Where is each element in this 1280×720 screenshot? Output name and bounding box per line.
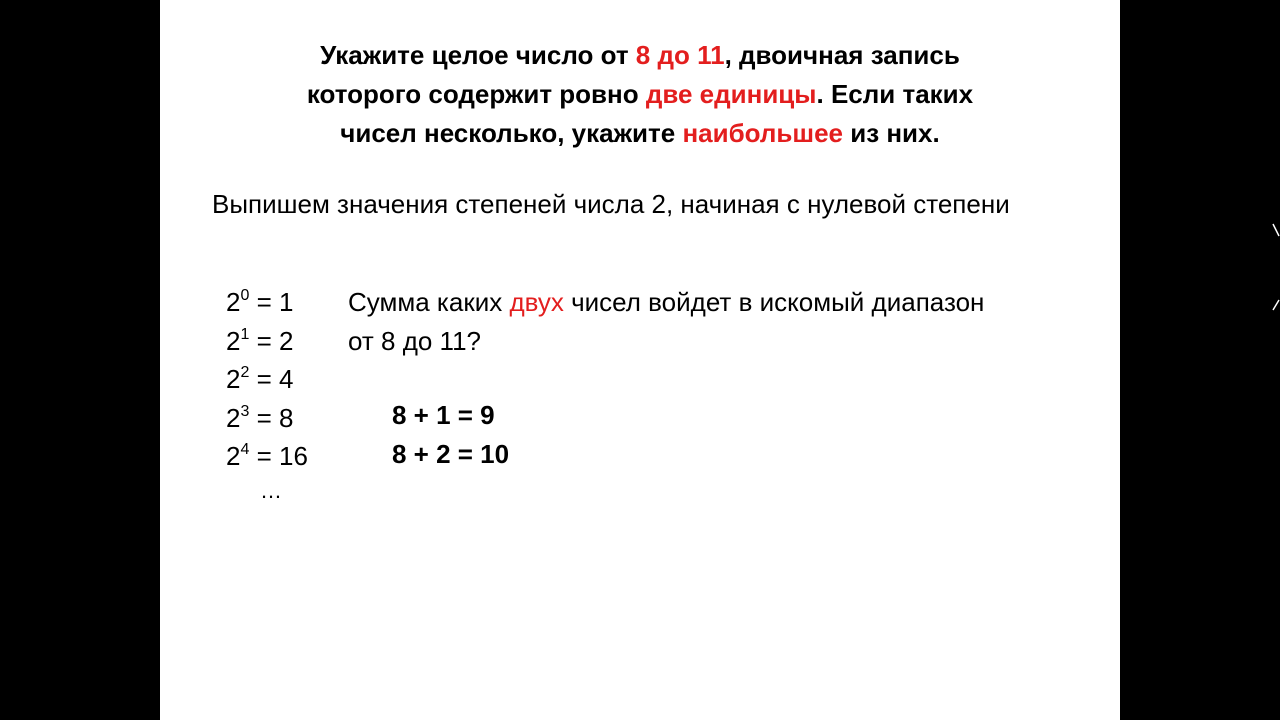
powers-ellipsis: … (260, 478, 282, 503)
power-exponent: 1 (240, 325, 250, 343)
task-line-3 (160, 114, 1120, 153)
power-row: $2^4 = 16$ (226, 441, 308, 471)
slide (160, 0, 1120, 720)
power-row: $2^0 = 1$ (226, 287, 294, 317)
task-highlight-range: 8 до 11 (635, 40, 725, 70)
question (348, 283, 984, 360)
task-text: из них. (843, 118, 940, 148)
power-exponent: 0 (240, 287, 250, 304)
sum-row: 8 + 1 = 9 (392, 400, 495, 430)
hint-text: Выпишем значения степеней числа 2, начиная с нулевой степени (212, 189, 1010, 219)
power-row: $2^1 = 2$ (226, 325, 294, 356)
task-text: , двоичная запись (724, 40, 960, 70)
task-text: Укажите целое число от (320, 40, 636, 70)
task-highlight-largest: наибольшее (682, 118, 843, 148)
question-highlight: двух (509, 287, 564, 317)
task-line-2 (160, 75, 1120, 114)
power-row: $2^2 = 4$ (226, 364, 294, 394)
sums-list (392, 396, 509, 473)
task-highlight-ones: две единицы (645, 79, 817, 109)
edge-cursor-icon (1272, 222, 1280, 312)
power-exponent: 4 (240, 441, 250, 458)
power-exponent: 3 (240, 402, 250, 420)
task-text: . Если таких (816, 79, 974, 109)
sum-row: 8 + 2 = 10 (392, 438, 510, 469)
question-line-2: от 8 до 11? (348, 325, 482, 356)
task-statement (160, 36, 1120, 153)
power-row: $2^3 = 8$ (226, 402, 294, 433)
power-exponent: 2 (240, 364, 250, 381)
powers-list (226, 283, 308, 476)
task-text: чисел несколько, укажите (340, 118, 683, 148)
task-line-1 (160, 36, 1120, 75)
task-text: которого содержит ровно (306, 79, 646, 109)
question-line-1: Сумма каких двух чисел войдет в искомый диапазон (348, 287, 985, 317)
